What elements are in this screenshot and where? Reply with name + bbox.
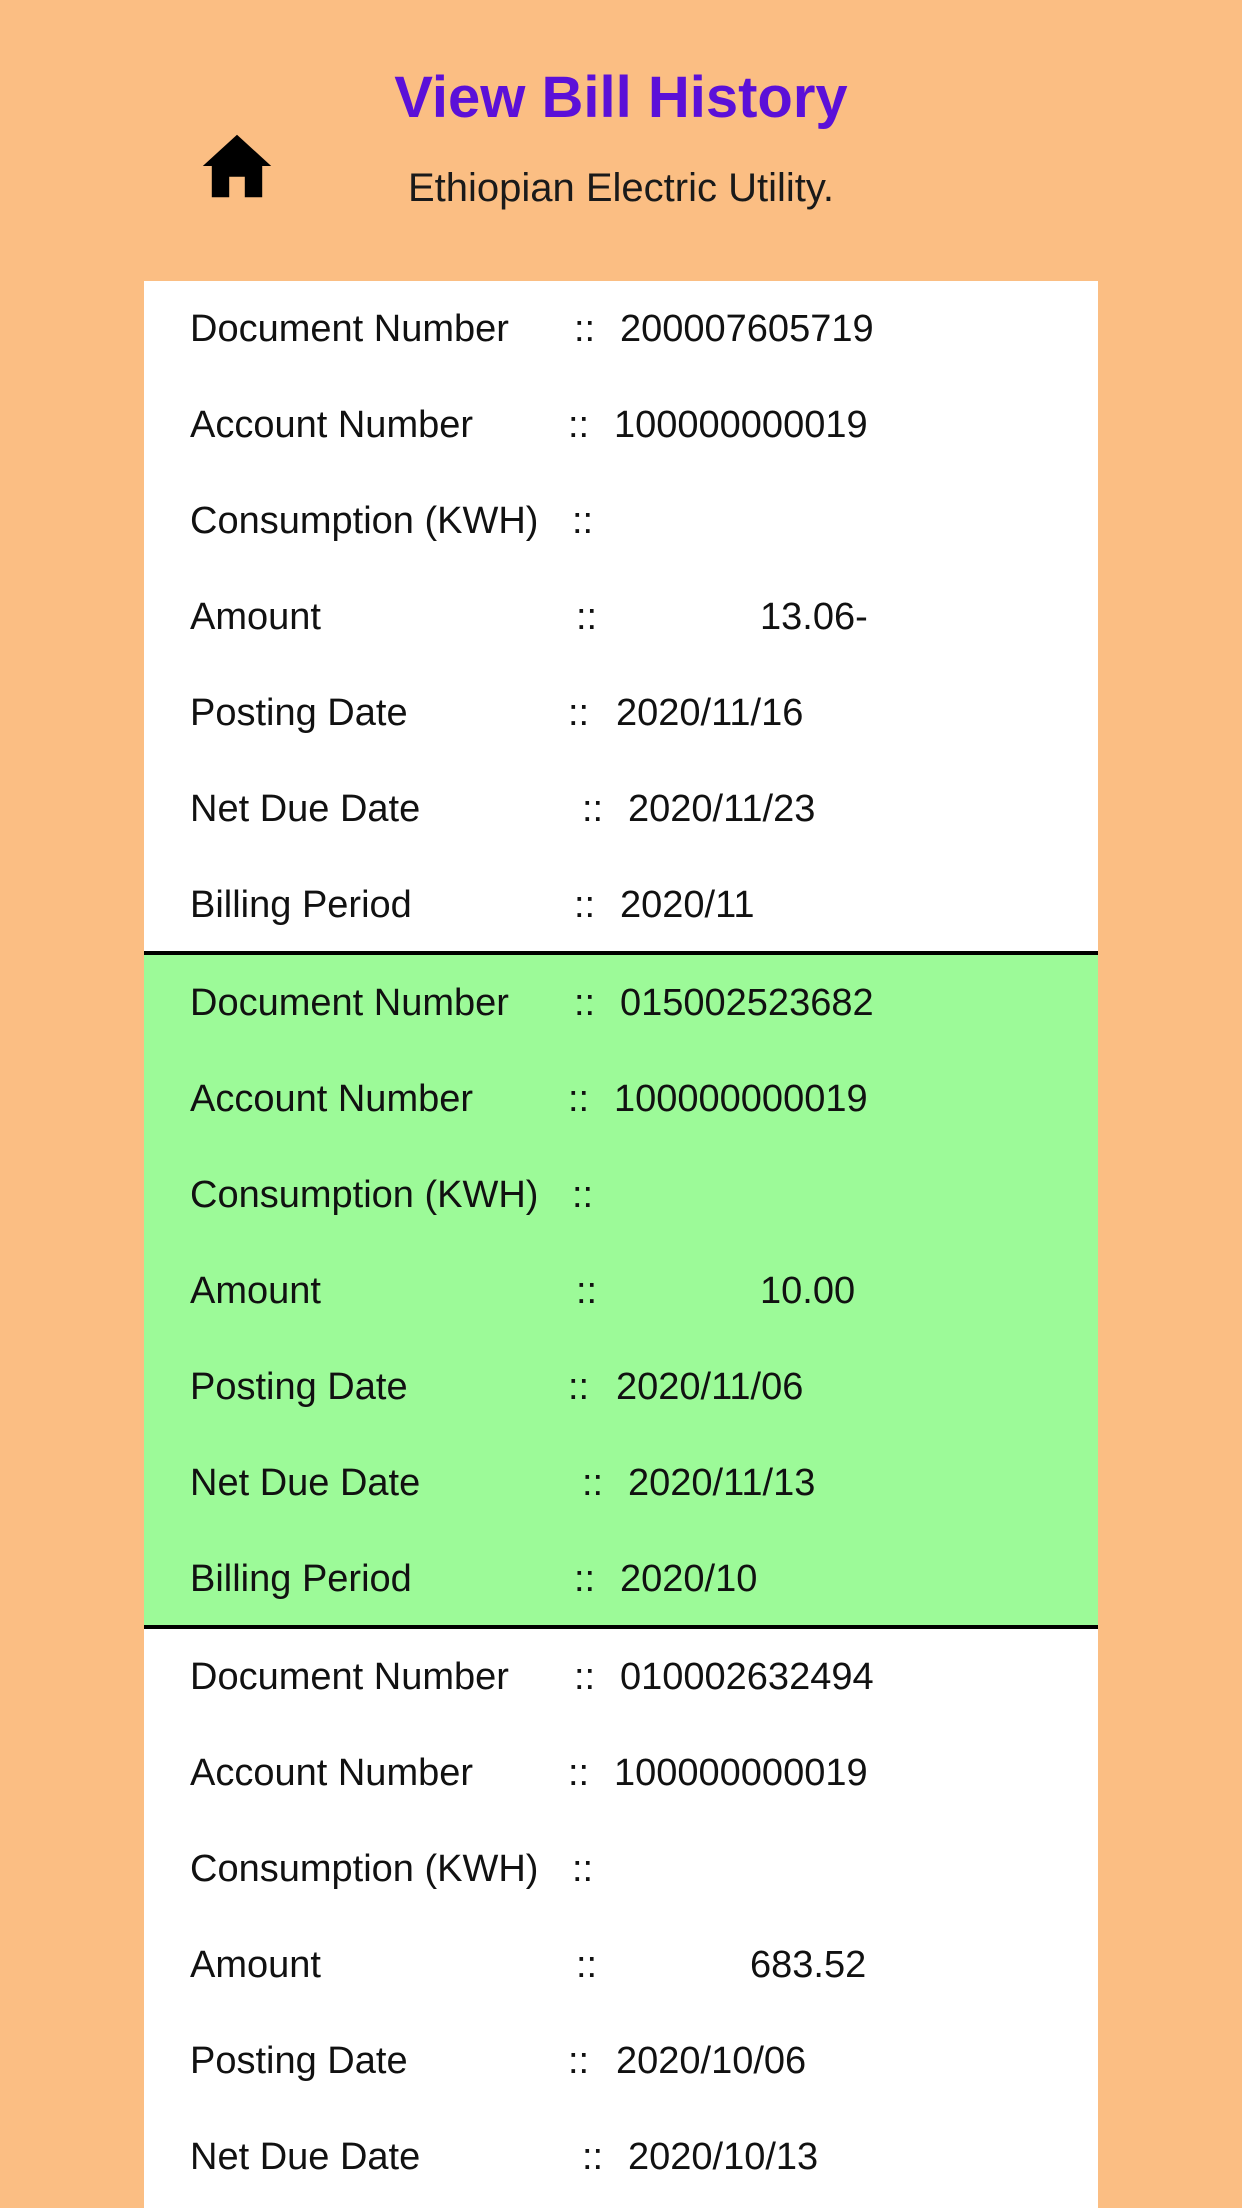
billing-period-row xyxy=(144,1549,1098,1609)
separator: :: xyxy=(568,1752,590,1794)
net-due-date-label: Net Due Date xyxy=(190,2136,421,2178)
separator: :: xyxy=(574,308,596,350)
net-due-date-value: 2020/10/13 xyxy=(628,2136,819,2178)
billing-period-value: 2020/10 xyxy=(620,1558,758,1600)
posting-date-value: 2020/11/06 xyxy=(616,1366,804,1408)
separator: :: xyxy=(572,1174,594,1216)
document-number-value: 200007605719 xyxy=(620,308,874,350)
amount-row xyxy=(144,1935,1098,1995)
separator: :: xyxy=(572,1848,594,1890)
account-number-label: Account Number xyxy=(190,1078,474,1120)
amount-value: 10.00 xyxy=(760,1270,856,1312)
amount-label: Amount xyxy=(190,1270,321,1312)
consumption-row xyxy=(144,1839,1098,1899)
amount-value: 683.52 xyxy=(750,1944,867,1986)
posting-date-row xyxy=(144,683,1098,743)
separator: :: xyxy=(568,692,590,734)
consumption-row xyxy=(144,491,1098,551)
document-number-row xyxy=(144,973,1098,1033)
net-due-date-value: 2020/11/13 xyxy=(628,1462,816,1504)
consumption-label: Consumption (KWH) xyxy=(190,500,539,542)
document-number-label: Document Number xyxy=(190,1656,509,1698)
billing-period-row xyxy=(144,875,1098,935)
separator: :: xyxy=(568,404,590,446)
separator: :: xyxy=(574,884,596,926)
billing-period-label: Billing Period xyxy=(190,1558,412,1600)
document-number-value: 010002632494 xyxy=(620,1656,874,1698)
separator: :: xyxy=(582,1462,604,1504)
separator: :: xyxy=(568,1078,590,1120)
posting-date-label: Posting Date xyxy=(190,692,408,734)
amount-value: 13.06- xyxy=(760,596,868,638)
separator: :: xyxy=(572,500,594,542)
posting-date-label: Posting Date xyxy=(190,1366,408,1408)
net-due-date-label: Net Due Date xyxy=(190,788,421,830)
account-number-label: Account Number xyxy=(190,1752,474,1794)
account-number-label: Account Number xyxy=(190,404,474,446)
net-due-date-row xyxy=(144,779,1098,839)
consumption-label: Consumption (KWH) xyxy=(190,1848,539,1890)
consumption-row xyxy=(144,1165,1098,1225)
billing-period-label: Billing Period xyxy=(190,884,412,926)
document-number-value: 015002523682 xyxy=(620,982,874,1024)
posting-date-row xyxy=(144,2031,1098,2091)
account-number-row xyxy=(144,395,1098,455)
amount-row xyxy=(144,1261,1098,1321)
document-number-label: Document Number xyxy=(190,308,509,350)
bill-card[interactable] xyxy=(144,1629,1098,2208)
billing-period-value: 2020/11 xyxy=(620,884,755,926)
bill-card[interactable] xyxy=(144,281,1098,955)
posting-date-label: Posting Date xyxy=(190,2040,408,2082)
separator: :: xyxy=(582,788,604,830)
bill-history-list xyxy=(144,281,1098,2208)
document-number-label: Document Number xyxy=(190,982,509,1024)
posting-date-row xyxy=(144,1357,1098,1417)
net-due-date-label: Net Due Date xyxy=(190,1462,421,1504)
separator: :: xyxy=(576,1944,598,1986)
separator: :: xyxy=(576,596,598,638)
consumption-label: Consumption (KWH) xyxy=(190,1174,539,1216)
account-number-row xyxy=(144,1069,1098,1129)
bill-card[interactable] xyxy=(144,955,1098,1629)
separator: :: xyxy=(568,2040,590,2082)
separator: :: xyxy=(576,1270,598,1312)
separator: :: xyxy=(568,1366,590,1408)
separator: :: xyxy=(574,1656,596,1698)
account-number-value: 100000000019 xyxy=(614,1078,868,1120)
separator: :: xyxy=(574,1558,596,1600)
account-number-value: 100000000019 xyxy=(614,1752,868,1794)
separator: :: xyxy=(582,2136,604,2178)
account-number-row xyxy=(144,1743,1098,1803)
posting-date-value: 2020/10/06 xyxy=(616,2040,807,2082)
net-due-date-row xyxy=(144,2127,1098,2187)
app-header xyxy=(0,0,1242,280)
page-title: View Bill History xyxy=(394,65,848,130)
document-number-row xyxy=(144,299,1098,359)
document-number-row xyxy=(144,1647,1098,1707)
separator: :: xyxy=(574,982,596,1024)
amount-label: Amount xyxy=(190,596,321,638)
net-due-date-row xyxy=(144,1453,1098,1513)
posting-date-value: 2020/11/16 xyxy=(616,692,804,734)
amount-row xyxy=(144,587,1098,647)
page-subtitle: Ethiopian Electric Utility. xyxy=(407,166,835,210)
amount-label: Amount xyxy=(190,1944,321,1986)
account-number-value: 100000000019 xyxy=(614,404,868,446)
net-due-date-value: 2020/11/23 xyxy=(628,788,816,830)
